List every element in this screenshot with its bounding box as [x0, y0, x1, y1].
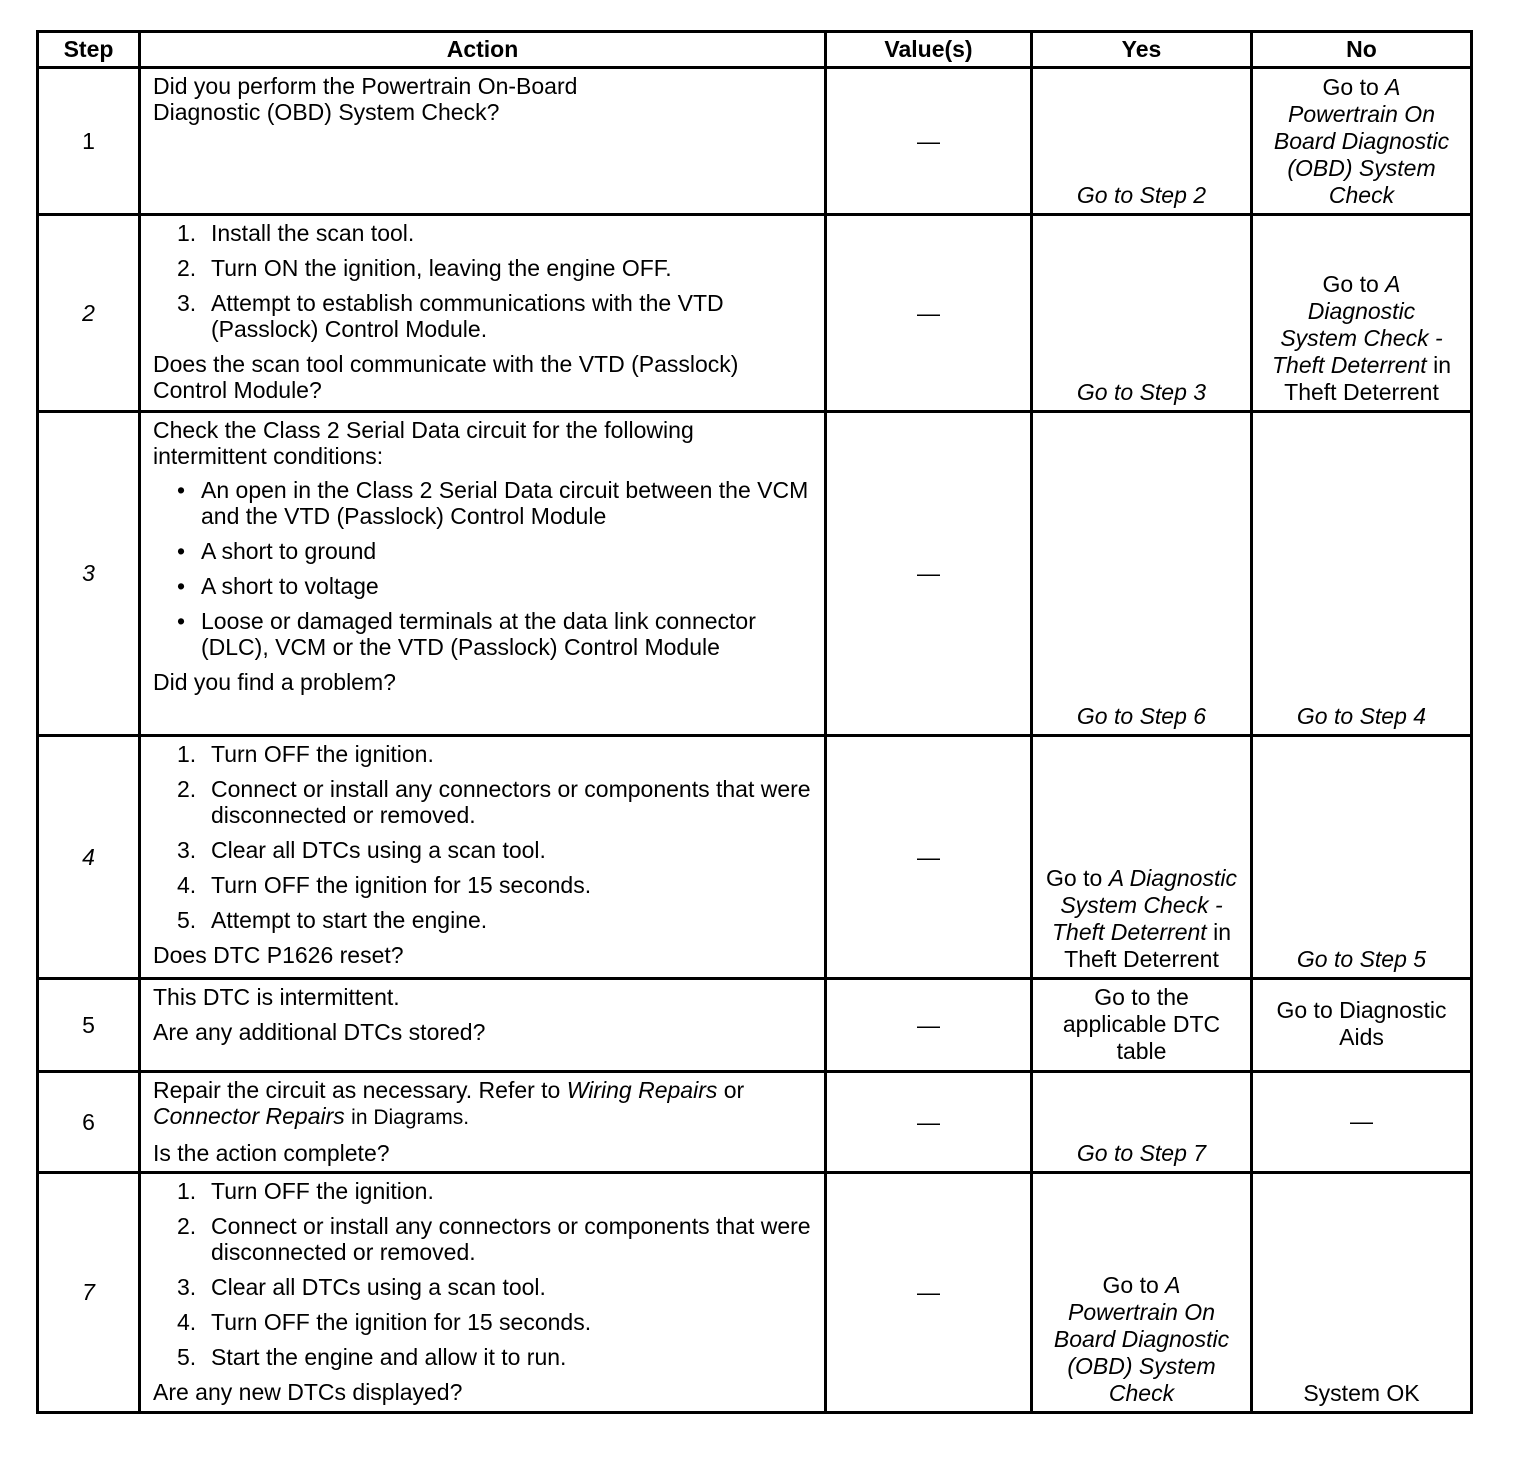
step-number: 4	[38, 736, 140, 979]
table-row	[38, 1173, 1472, 1413]
action-text: Check the Class 2 Serial Data circuit for the following intermittent conditions:	[153, 417, 694, 469]
value-dash: —	[917, 1108, 940, 1135]
procedure-list	[153, 1178, 812, 1370]
no-reference: A Diagnostic System Check - Theft Deterrent	[1272, 271, 1443, 378]
action-text: Did you perform the Powertrain On-Board Diagnostic (OBD) System Check?	[153, 73, 578, 125]
procedure-step: 2. Turn ON the ignition, leaving the engine OFF.	[177, 255, 672, 281]
yes-cell: Go to the applicable DTC table	[1032, 979, 1252, 1072]
step-number: 1	[38, 68, 140, 215]
header-no: No	[1252, 32, 1472, 68]
no-reference: A Powertrain On Board Diagnostic (OBD) System Check	[1273, 74, 1450, 208]
step-number: 2	[38, 215, 140, 412]
condition-item: • Loose or damaged terminals at the data link connector (DLC), VCM or the VTD (Passlock) Control Module	[177, 608, 756, 660]
no-location: in Theft Deterrent	[1284, 352, 1451, 405]
no-cell: System OK	[1252, 1173, 1472, 1413]
yes-text: Go to	[1102, 1272, 1159, 1298]
yes-location: in Theft Deterrent	[1064, 919, 1231, 972]
value-cell	[826, 412, 1032, 736]
step-number: 6	[38, 1072, 140, 1173]
value-dash: —	[917, 843, 940, 870]
procedure-step: 1. Turn OFF the ignition.	[177, 1178, 434, 1204]
value-dash: —	[917, 299, 940, 326]
header-row	[38, 32, 1472, 68]
procedure-step: 3. Clear all DTCs using a scan tool.	[177, 837, 546, 863]
value-cell	[826, 215, 1032, 412]
question-text: Did you find a problem?	[153, 669, 396, 695]
action-cell	[140, 979, 826, 1072]
header-action: Action	[140, 32, 826, 68]
header-yes: Yes	[1032, 32, 1252, 68]
yes-reference: A Powertrain On Board Diagnostic (OBD) System Check	[1053, 1272, 1230, 1406]
value-cell	[826, 1072, 1032, 1173]
procedure-step: 5. Attempt to start the engine.	[177, 907, 488, 933]
procedure-step: 3. Clear all DTCs using a scan tool.	[177, 1274, 546, 1300]
yes-cell	[1032, 736, 1252, 979]
value-cell	[826, 979, 1032, 1072]
yes-cell: Go to Step 7	[1032, 1072, 1252, 1173]
step-number: 5	[38, 979, 140, 1072]
procedure-list	[153, 220, 812, 342]
condition-list	[153, 477, 812, 660]
procedure-step: 1. Install the scan tool.	[177, 220, 415, 246]
procedure-step: 2. Connect or install any connectors or components that were disconnected or removed.	[177, 776, 811, 828]
question-text: Are any additional DTCs stored?	[153, 1019, 486, 1045]
no-cell: Go to Step 5	[1252, 736, 1472, 979]
diagnostic-table	[36, 30, 1473, 1414]
value-dash: —	[917, 1279, 940, 1305]
value-dash: —	[917, 560, 940, 586]
action-text: Repair the circuit as necessary. Refer to Wiring Repairs or Connector Repairs in Diagrams.	[153, 1077, 745, 1129]
value-cell	[826, 1173, 1032, 1413]
wiring-repairs-reference: Wiring Repairs	[566, 1077, 718, 1103]
table-row	[38, 412, 1472, 736]
condition-item: • A short to ground	[177, 538, 377, 564]
procedure-step: 4. Turn OFF the ignition for 15 seconds.	[177, 1309, 592, 1335]
procedure-step: 1. Turn OFF the ignition.	[177, 741, 434, 767]
yes-reference: A Diagnostic System Check - Theft Deterrent	[1052, 865, 1237, 945]
table-row	[38, 736, 1472, 979]
no-cell: Go to Diagnostic Aids	[1252, 979, 1472, 1072]
step-number: 3	[38, 412, 140, 736]
table-row	[38, 215, 1472, 412]
yes-cell: Go to Step 6	[1032, 412, 1252, 736]
condition-item: • A short to voltage	[177, 573, 379, 599]
question-text: Is the action complete?	[153, 1140, 390, 1166]
table-row	[38, 979, 1472, 1072]
action-text: This DTC is intermittent.	[153, 984, 400, 1010]
yes-cell	[1032, 1173, 1252, 1413]
action-cell	[140, 68, 826, 215]
procedure-step: 4. Turn OFF the ignition for 15 seconds.	[177, 872, 592, 898]
header-values: Value(s)	[826, 32, 1032, 68]
step-number: 7	[38, 1173, 140, 1413]
table-row	[38, 1072, 1472, 1173]
no-cell	[1252, 68, 1472, 215]
yes-cell: Go to Step 3	[1032, 215, 1252, 412]
value-dash: —	[917, 127, 940, 154]
no-cell	[1252, 1072, 1472, 1173]
value-dash: —	[917, 1011, 940, 1038]
action-cell	[140, 215, 826, 412]
no-cell	[1252, 215, 1472, 412]
no-text: Go to	[1322, 74, 1379, 100]
value-cell	[826, 736, 1032, 979]
procedure-step: 5. Start the engine and allow it to run.	[177, 1344, 567, 1370]
no-text: Go to	[1322, 271, 1379, 297]
procedure-step: 2. Connect or install any connectors or components that were disconnected or removed.	[177, 1213, 811, 1265]
action-cell	[140, 736, 826, 979]
condition-item: • An open in the Class 2 Serial Data circuit between the VCM and the VTD (Passlock) Control Module	[177, 477, 809, 529]
yes-text: Go to	[1046, 865, 1103, 891]
connector-repairs-reference: Connector Repairs	[153, 1103, 345, 1129]
header-step: Step	[38, 32, 140, 68]
value-cell	[826, 68, 1032, 215]
table-row	[38, 68, 1472, 215]
no-cell: Go to Step 4	[1252, 412, 1472, 736]
action-cell	[140, 412, 826, 736]
no-dash: —	[1350, 1107, 1373, 1134]
yes-cell: Go to Step 2	[1032, 68, 1252, 215]
action-cell	[140, 1173, 826, 1413]
question-text: Does DTC P1626 reset?	[153, 942, 404, 968]
action-cell	[140, 1072, 826, 1173]
question-text: Does the scan tool communicate with the VTD (Passlock) Control Module?	[153, 351, 739, 403]
procedure-step: 3. Attempt to establish communications with the VTD (Passlock) Control Module.	[177, 290, 724, 342]
procedure-list	[153, 741, 812, 933]
question-text: Are any new DTCs displayed?	[153, 1379, 463, 1405]
